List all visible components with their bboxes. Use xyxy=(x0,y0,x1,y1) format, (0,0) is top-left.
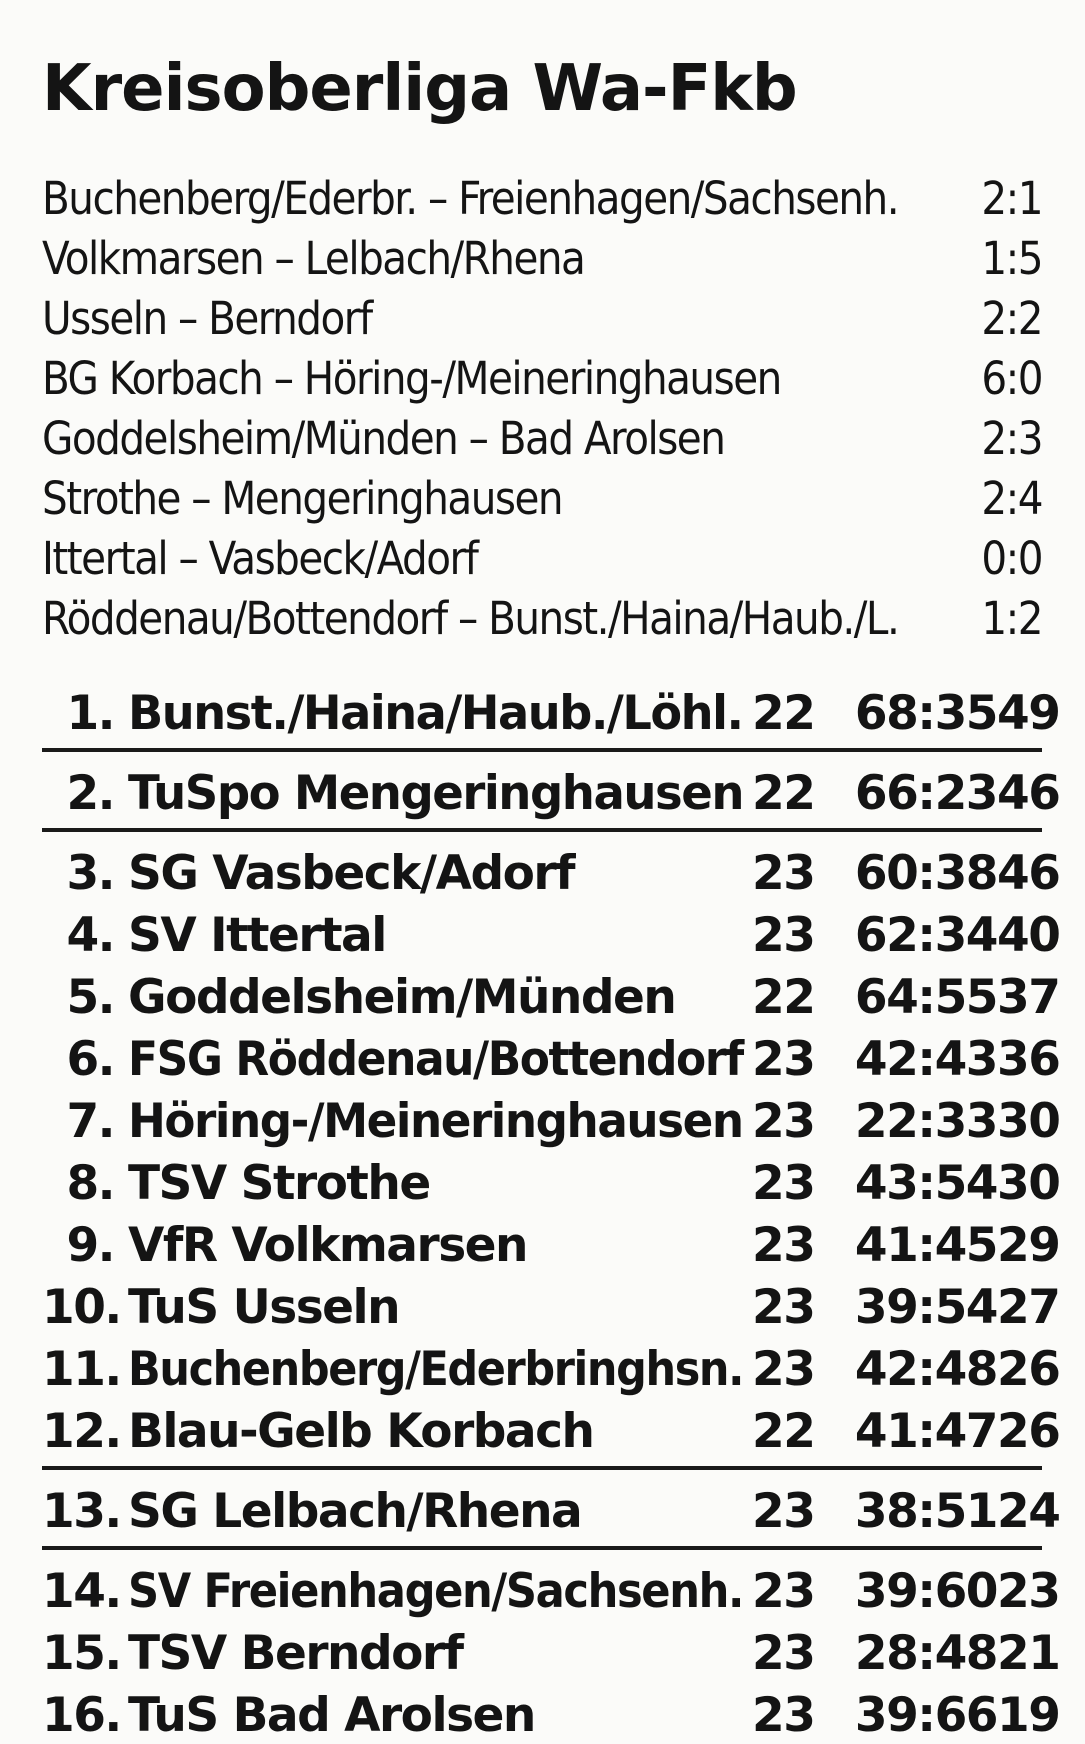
games-played: 23 xyxy=(752,1626,815,1681)
points: 26 xyxy=(997,1342,1060,1397)
standings-row xyxy=(42,1274,1060,1336)
rank: 14. xyxy=(42,1564,121,1619)
result-row xyxy=(42,232,1042,292)
result-match: Röddenau/Bottendorf – Bunst./Haina/Haub./L. xyxy=(42,592,899,645)
points: 46 xyxy=(997,846,1060,901)
team-name: TuS Bad Arolsen xyxy=(128,1688,535,1743)
games-played: 23 xyxy=(752,1342,815,1397)
standings-row xyxy=(42,1150,1060,1212)
team-name: Blau-Gelb Korbach xyxy=(128,1404,594,1459)
result-row xyxy=(42,592,1042,652)
games-played: 22 xyxy=(752,970,815,1025)
result-score: 2:4 xyxy=(981,472,1042,525)
goal-ratio: 28:48 xyxy=(854,1626,997,1681)
games-played: 23 xyxy=(752,846,815,901)
goal-ratio: 22:33 xyxy=(854,1094,997,1149)
result-match: Goddelsheim/Münden – Bad Arolsen xyxy=(42,412,725,465)
standings-row xyxy=(42,1398,1060,1460)
rank: 6. xyxy=(66,1032,114,1087)
result-match: Strothe – Mengeringhausen xyxy=(42,472,563,525)
points: 26 xyxy=(997,1404,1060,1459)
rank: 13. xyxy=(42,1484,121,1539)
rank: 7. xyxy=(66,1094,114,1149)
result-score: 1:2 xyxy=(981,592,1042,645)
games-played: 23 xyxy=(752,1218,815,1273)
table-divider xyxy=(42,748,1042,752)
result-row xyxy=(42,172,1042,232)
team-name: TSV Strothe xyxy=(128,1156,430,1211)
result-match: Volkmarsen – Lelbach/Rhena xyxy=(42,232,585,285)
games-played: 23 xyxy=(752,1688,815,1743)
team-name: SG Lelbach/Rhena xyxy=(128,1484,582,1539)
team-name: SV Freienhagen/Sachsenh. xyxy=(128,1564,744,1619)
team-name: SV Ittertal xyxy=(128,908,386,963)
standings-row xyxy=(42,1682,1060,1744)
games-played: 23 xyxy=(752,1156,815,1211)
result-score: 1:5 xyxy=(981,232,1042,285)
standings-row xyxy=(42,840,1060,902)
rank: 9. xyxy=(66,1218,114,1273)
points: 24 xyxy=(997,1484,1060,1539)
points: 29 xyxy=(997,1218,1060,1273)
result-match: Buchenberg/Ederbr. – Freienhagen/Sachsenh. xyxy=(42,172,899,225)
result-score: 0:0 xyxy=(981,532,1042,585)
goal-ratio: 38:51 xyxy=(854,1484,997,1539)
standings-row xyxy=(42,1620,1060,1682)
team-name: Goddelsheim/Münden xyxy=(128,970,676,1025)
points: 46 xyxy=(997,766,1060,821)
standings-table xyxy=(42,680,1060,1744)
games-played: 23 xyxy=(752,1032,815,1087)
goal-ratio: 43:54 xyxy=(854,1156,997,1211)
team-name: Höring-/Meineringhausen xyxy=(128,1094,743,1149)
standings-row xyxy=(42,1212,1060,1274)
standings-row xyxy=(42,1026,1060,1088)
standings-row xyxy=(42,902,1060,964)
rank: 1. xyxy=(66,686,114,741)
points: 49 xyxy=(997,686,1060,741)
goal-ratio: 60:38 xyxy=(854,846,997,901)
result-match: Ittertal – Vasbeck/Adorf xyxy=(42,532,478,585)
goal-ratio: 62:34 xyxy=(854,908,997,963)
rank: 4. xyxy=(66,908,114,963)
team-name: Buchenberg/Ederbringhsn. xyxy=(128,1342,744,1397)
rank: 3. xyxy=(66,846,114,901)
table-divider xyxy=(42,1546,1042,1550)
result-row xyxy=(42,292,1042,352)
points: 30 xyxy=(997,1156,1060,1211)
goal-ratio: 39:66 xyxy=(854,1688,997,1743)
games-played: 23 xyxy=(752,1094,815,1149)
goal-ratio: 41:45 xyxy=(854,1218,997,1273)
result-row xyxy=(42,352,1042,412)
team-name: TuS Usseln xyxy=(128,1280,400,1335)
result-match: Usseln – Berndorf xyxy=(42,292,372,345)
table-divider xyxy=(42,828,1042,832)
result-row xyxy=(42,412,1042,472)
goal-ratio: 42:43 xyxy=(854,1032,997,1087)
rank: 12. xyxy=(42,1404,121,1459)
goal-ratio: 39:54 xyxy=(854,1280,997,1335)
rank: 16. xyxy=(42,1688,121,1743)
standings-row xyxy=(42,760,1060,822)
points: 37 xyxy=(997,970,1060,1025)
games-played: 22 xyxy=(752,766,815,821)
games-played: 23 xyxy=(752,908,815,963)
team-name: TSV Berndorf xyxy=(128,1626,463,1681)
result-score: 2:2 xyxy=(981,292,1042,345)
result-row xyxy=(42,472,1042,532)
team-name: Bunst./Haina/Haub./Löhl. xyxy=(128,686,743,741)
games-played: 22 xyxy=(752,1404,815,1459)
team-name: TuSpo Mengeringhausen xyxy=(128,766,743,821)
standings-row xyxy=(42,1336,1060,1398)
standings-row xyxy=(42,1478,1060,1540)
points: 19 xyxy=(997,1688,1060,1743)
rank: 15. xyxy=(42,1626,121,1681)
rank: 11. xyxy=(42,1342,121,1397)
points: 21 xyxy=(997,1626,1060,1681)
goal-ratio: 64:55 xyxy=(854,970,997,1025)
rank: 2. xyxy=(66,766,114,821)
table-divider xyxy=(42,1466,1042,1470)
games-played: 23 xyxy=(752,1564,815,1619)
standings-row xyxy=(42,680,1060,742)
result-score: 2:1 xyxy=(981,172,1042,225)
result-score: 2:3 xyxy=(981,412,1042,465)
result-match: BG Korbach – Höring-/Meineringhausen xyxy=(42,352,781,405)
team-name: SG Vasbeck/Adorf xyxy=(128,846,575,901)
team-name: FSG Röddenau/Bottendorf xyxy=(128,1032,743,1087)
points: 40 xyxy=(997,908,1060,963)
goal-ratio: 66:23 xyxy=(854,766,997,821)
standings-row xyxy=(42,964,1060,1026)
result-row xyxy=(42,532,1042,592)
points: 30 xyxy=(997,1094,1060,1149)
result-score: 6:0 xyxy=(981,352,1042,405)
games-played: 23 xyxy=(752,1280,815,1335)
standings-row xyxy=(42,1088,1060,1150)
rank: 5. xyxy=(66,970,114,1025)
team-name: VfR Volkmarsen xyxy=(128,1218,528,1273)
goal-ratio: 39:60 xyxy=(854,1564,997,1619)
goal-ratio: 68:35 xyxy=(854,686,997,741)
goal-ratio: 42:48 xyxy=(854,1342,997,1397)
games-played: 22 xyxy=(752,686,815,741)
points: 23 xyxy=(997,1564,1060,1619)
points: 36 xyxy=(997,1032,1060,1087)
standings-row xyxy=(42,1558,1060,1620)
rank: 8. xyxy=(66,1156,114,1211)
goal-ratio: 41:47 xyxy=(854,1404,997,1459)
points: 27 xyxy=(997,1280,1060,1335)
rank: 10. xyxy=(42,1280,121,1335)
league-title: Kreisoberliga Wa-Fkb xyxy=(42,52,797,126)
results-list xyxy=(42,172,1042,652)
games-played: 23 xyxy=(752,1484,815,1539)
